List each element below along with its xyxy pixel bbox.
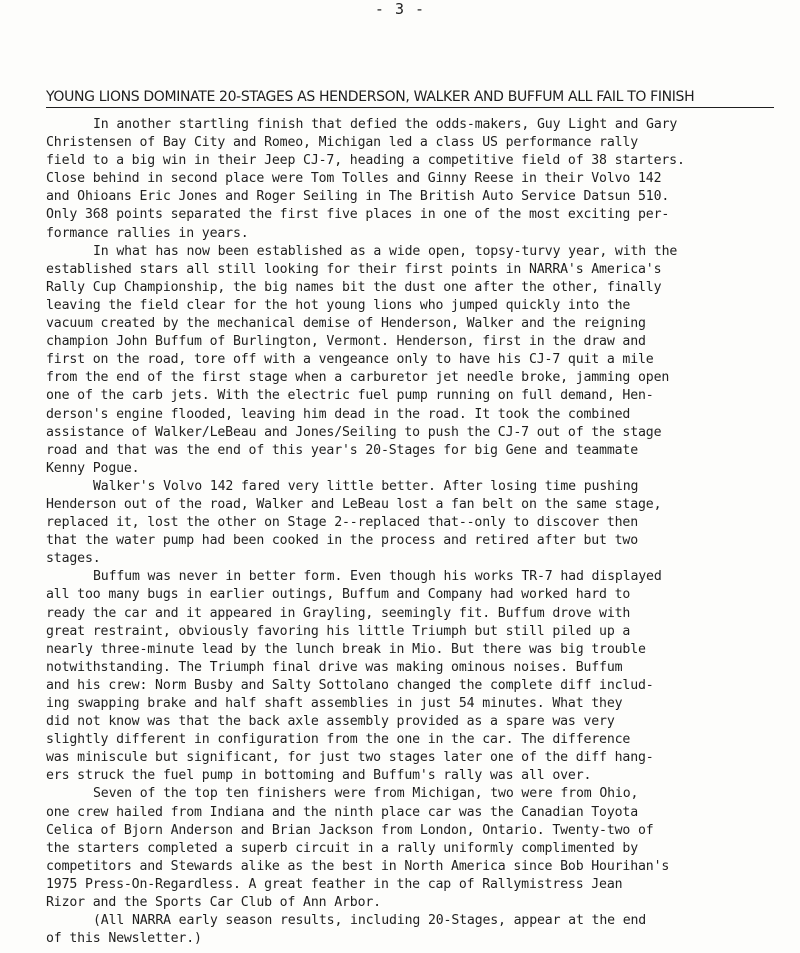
article-line: established stars all still looking for their first points in NARRA's America's bbox=[46, 261, 662, 277]
article-line: formance rallies in years. bbox=[46, 225, 249, 241]
article-line: Kenny Pogue. bbox=[46, 460, 140, 476]
page-number: - 3 - bbox=[374, 0, 426, 18]
article-body bbox=[46, 116, 786, 948]
article-line: all too many bugs in earlier outings, Buffum and Company had worked hard to bbox=[46, 587, 631, 603]
article-line: Henderson out of the road, Walker and LeBeau lost a fan belt on the same stage, bbox=[46, 496, 662, 512]
article-line: Rally Cup Championship, the big names bit the dust one after the other, finally bbox=[46, 279, 662, 295]
article-line: road and that was the end of this year's 20-Stages for big Gene and teammate bbox=[46, 442, 639, 458]
article-line: from the end of the first stage when a carburetor jet needle broke, jamming open bbox=[46, 370, 670, 386]
article-line: first on the road, tore off with a vengeance only to have his CJ-7 quit a mile bbox=[46, 352, 654, 368]
article-headline: YOUNG LIONS DOMINATE 20-STAGES AS HENDERSON, WALKER AND BUFFUM ALL FAIL TO FINISH bbox=[46, 88, 774, 108]
paragraph-first-line: Buffum was never in better form. Even though his works TR-7 had displayed bbox=[93, 569, 662, 585]
article-line: field to a big win in their Jeep CJ-7, heading a competitive field of 38 starters. bbox=[46, 153, 685, 169]
article-line: and his crew: Norm Busby and Salty Sottolano changed the complete diff includ- bbox=[46, 677, 654, 693]
article-line: Christensen of Bay City and Romeo, Michigan led a class US performance rally bbox=[46, 135, 639, 151]
article-line: and Ohioans Eric Jones and Roger Seiling in The British Auto Service Datsun 510. bbox=[46, 189, 670, 205]
article-line: that the water pump had been cooked in the process and retired after but two bbox=[46, 533, 639, 549]
article-line: ready the car and it appeared in Grayling, seemingly fit. Buffum drove with bbox=[46, 605, 631, 621]
article-line: great restraint, obviously favoring his little Triumph but still piled up a bbox=[46, 623, 631, 639]
article-line: notwithstanding. The Triumph final drive was making ominous noises. Buffum bbox=[46, 659, 623, 675]
article-line: Close behind in second place were Tom Tolles and Ginny Reese in their Volvo 142 bbox=[46, 171, 662, 187]
article-line: champion John Buffum of Burlington, Vermont. Henderson, first in the draw and bbox=[46, 334, 646, 350]
article-line: leaving the field clear for the hot young lions who jumped quickly into the bbox=[46, 297, 631, 313]
article-line: slightly different in configuration from the one in the car. The difference bbox=[46, 732, 631, 748]
article-line: vacuum created by the mechanical demise of Henderson, Walker and the reigning bbox=[46, 316, 646, 332]
paragraph-first-line: Seven of the top ten finishers were from Michigan, two were from Ohio, bbox=[93, 786, 639, 802]
article-line: Rizor and the Sports Car Club of Ann Arbor. bbox=[46, 895, 381, 911]
article-line: replaced it, lost the other on Stage 2--replaced that--only to discover then bbox=[46, 515, 639, 531]
article-line: ers struck the fuel pump in bottoming and Buffum's rally was all over. bbox=[46, 768, 592, 784]
article-line: was miniscule but significant, for just two stages later one of the diff hang- bbox=[46, 750, 654, 766]
article-line: ing swapping brake and half shaft assemblies in just 54 minutes. What they bbox=[46, 696, 623, 711]
article-line: one crew hailed from Indiana and the ninth place car was the Canadian Toyota bbox=[46, 804, 639, 820]
article-line: assistance of Walker/LeBeau and Jones/Seiling to push the CJ-7 out of the stage bbox=[46, 424, 662, 440]
article-line: derson's engine flooded, leaving him dead in the road. It took the combined bbox=[46, 406, 631, 422]
paragraph-first-line: (All NARRA early season results, including 20-Stages, appear at the end bbox=[93, 913, 647, 929]
article-line: did not know was that the back axle assembly provided as a spare was very bbox=[46, 714, 615, 730]
article-line: stages. bbox=[46, 551, 101, 567]
article-line: Celica of Bjorn Anderson and Brian Jackson from London, Ontario. Twenty-two of bbox=[46, 822, 654, 838]
article-line: the starters completed a superb circuit in a rally uniformly complimented by bbox=[46, 840, 639, 856]
paragraph-first-line: Walker's Volvo 142 fared very little better. After losing time pushing bbox=[93, 478, 639, 494]
article-line: of this Newsletter.) bbox=[46, 931, 202, 947]
paragraph-first-line: In another startling finish that defied the odds-makers, Guy Light and Gary bbox=[93, 117, 678, 132]
article-line: nearly three-minute lead by the lunch break in Mio. But there was big trouble bbox=[46, 641, 646, 657]
paragraph-first-line: In what has now been established as a wide open, topsy-turvy year, with the bbox=[93, 243, 678, 259]
article-line: one of the carb jets. With the electric fuel pump running on full demand, Hen- bbox=[46, 388, 654, 404]
article-line: competitors and Stewards alike as the best in North America since Bob Hourihan's bbox=[46, 858, 670, 874]
article-line: 1975 Press-On-Regardless. A great feather in the cap of Rallymistress Jean bbox=[46, 876, 623, 892]
article-line: Only 368 points separated the first five places in one of the most exciting per- bbox=[46, 207, 670, 223]
